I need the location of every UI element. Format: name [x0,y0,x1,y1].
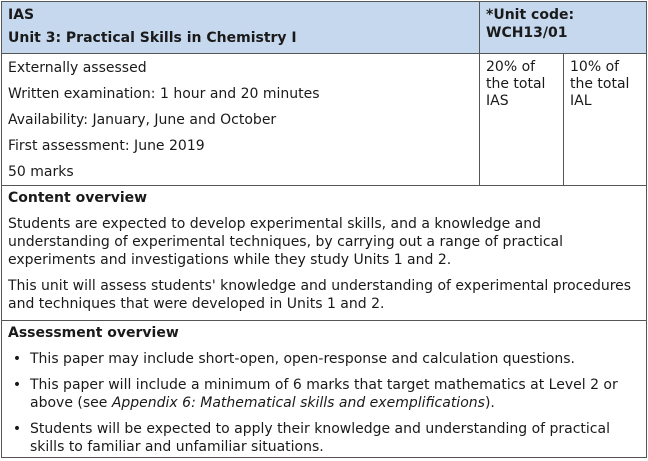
bullet-text-end: ). [484,395,495,411]
appendix-reference: Appendix 6: Mathematical skills and exemplifications [111,395,485,411]
content-overview-cell [2,186,647,321]
content-paragraph: Students are expected to develop experimental skills, and a knowledge and understanding of experimental techniques, by carrying out a range of practical experiments and investigations while they study Units 1 and 2. [8,216,564,268]
detail-line: Externally assessed [8,60,147,76]
ias-weighting-cell [480,54,564,186]
assessment-overview-cell [2,321,647,458]
ial-weight-line: the total [570,76,630,92]
detail-line: 50 marks [8,164,74,180]
ias-weight-line: IAS [486,93,509,109]
qualification-level: IAS [8,7,35,23]
content-paragraph: This unit will assess students' knowledge and understanding of experimental procedures and techniques that were developed in Units 1 and 2. [8,278,632,312]
assessment-overview-title: Assessment overview [8,325,179,341]
bullet-text: This paper will include a minimum of 6 marks that target mathematics at Level 2 or above (see [30,377,618,411]
list-item [8,376,640,412]
header-row [2,2,647,54]
unit-spec-table [1,1,647,458]
detail-line: First assessment: June 2019 [8,138,205,154]
details-row [2,54,647,186]
detail-line: Written examination: 1 hour and 20 minutes [8,86,320,102]
bullet-icon: • [12,377,22,393]
ial-weight-line: 10% of [570,59,620,75]
assessment-overview-row [2,321,647,458]
ias-weight-line: 20% of [486,59,536,75]
unit-title: Unit 3: Practical Skills in Chemistry I [8,30,297,46]
content-overview-title: Content overview [8,190,148,206]
detail-line: Availability: January, June and October [8,112,277,128]
content-overview-row [2,186,647,321]
list-item [8,350,640,368]
ial-weighting-cell [564,54,647,186]
unit-code-label: *Unit code: [486,7,575,23]
assessment-bullet-list [8,350,640,456]
ias-weight-line: the total [486,76,546,92]
assessment-details-cell [2,54,480,186]
list-item [8,420,640,456]
unit-code-cell [480,2,647,54]
bullet-text: Students will be expected to apply their knowledge and understanding of practical skills to familiar and unfamiliar situations. [30,421,610,455]
bullet-icon: • [12,421,22,437]
unit-code: WCH13/01 [486,25,568,41]
bullet-text: This paper may include short-open, open-response and calculation questions. [30,351,576,367]
unit-title-cell [2,2,480,54]
ial-weight-line: IAL [570,93,592,109]
bullet-icon: • [12,351,22,367]
